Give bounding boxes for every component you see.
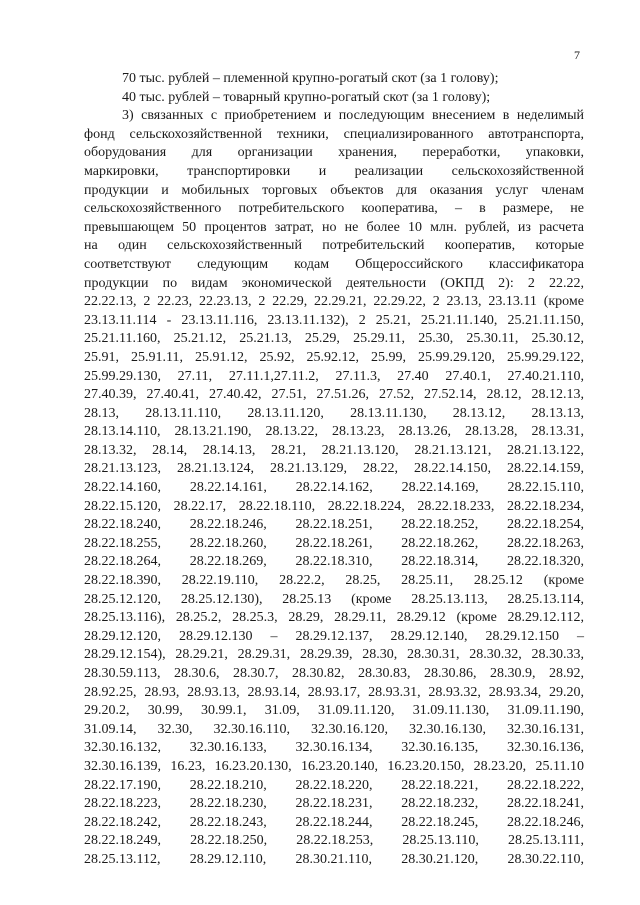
text-line: 28.22.18.240, 28.22.18.246, 28.22.18.251, 28.22.18.252, 28.22.18.254, — [84, 517, 584, 533]
text-line: 28.21.13.123, 28.21.13.124, 28.21.13.129, 28.22, 28.22.14.150, 28.22.14.159, — [84, 461, 584, 477]
text-line: 28.92.25, 28.93, 28.93.13, 28.93.14, 28.93.17, 28.93.31, 28.93.32, 28.93.34, 29.20, — [84, 684, 584, 700]
text-line: 32.30.16.139, 16.23, 16.23.20.130, 16.23.20.140, 16.23.20.150, 28.23.20, 25.11.10 — [84, 758, 584, 774]
text-line: 28.25.12.120, 28.25.12.130), 28.25.13 (кроме 28.25.13.113, 28.25.13.114, — [84, 591, 584, 607]
text-line: 28.22.18.390, 28.22.19.110, 28.22.2, 28.25, 28.25.11, 28.25.12 (кроме — [84, 573, 584, 589]
text-line: 32.30.16.132, 32.30.16.133, 32.30.16.134, 32.30.16.135, 32.30.16.136, — [84, 740, 584, 756]
text-line: 28.13, 28.13.11.110, 28.13.11.120, 28.13.11.130, 28.13.12, 28.13.13, — [84, 405, 584, 421]
text-line: 22.22.13, 2 22.23, 22.23.13, 2 22.29, 22.29.21, 22.29.22, 2 23.13, 23.13.11 (кроме — [84, 294, 584, 310]
text-line: 3) связанных с приобретением и последующим внесением в неделимый — [122, 108, 584, 124]
text-line: 28.13.14.110, 28.13.21.190, 28.13.22, 28.13.23, 28.13.26, 28.13.28, 28.13.31, — [84, 424, 584, 440]
body-text — [84, 70, 584, 870]
page-number: 7 — [574, 48, 580, 62]
text-line: 28.29.12.154), 28.29.21, 28.29.31, 28.29.39, 28.30, 28.30.31, 28.30.32, 28.30.33, — [84, 647, 584, 663]
text-line: 25.99.29.130, 27.11, 27.11.1,27.11.2, 27.11.3, 27.40 27.40.1, 27.40.21.110, — [84, 368, 584, 384]
text-line: 28.29.12.120, 28.29.12.130 – 28.29.12.137, 28.29.12.140, 28.29.12.150 – — [84, 628, 584, 644]
text-line: оборудования для организации хранения, переработки, упаковки, — [84, 145, 584, 161]
text-line: 28.22.18.255, 28.22.18.260, 28.22.18.261, 28.22.18.262, 28.22.18.263, — [84, 535, 584, 551]
text-line: продукции по видам экономической деятельности (ОКПД 2): 2 22.22, — [84, 275, 584, 291]
text-line: 28.25.13.112, 28.29.12.110, 28.30.21.110, 28.30.21.120, 28.30.22.110, — [84, 851, 584, 867]
text-line: 28.22.17.190, 28.22.18.210, 28.22.18.220, 28.22.18.221, 28.22.18.222, — [84, 777, 584, 793]
text-line: 70 тыс. рублей – племенной крупно-рогатый скот (за 1 голову); — [122, 71, 499, 86]
text-line: превышающем 50 процентов затрат, но не более 10 млн. рублей, из расчета — [84, 219, 584, 235]
text-line: 29.20.2, 30.99, 30.99.1, 31.09, 31.09.11.120, 31.09.11.130, 31.09.11.190, — [84, 703, 584, 719]
text-line: продукции и мобильных торговых объектов для оказания услуг членам — [84, 182, 584, 198]
text-line: 28.22.15.120, 28.22.17, 28.22.18.110, 28.22.18.224, 28.22.18.233, 28.22.18.234, — [84, 498, 584, 514]
text-line: 28.30.59.113, 28.30.6, 28.30.7, 28.30.82, 28.30.83, 28.30.86, 28.30.9, 28.92, — [84, 666, 584, 681]
text-line: 28.25.13.116), 28.25.2, 28.25.3, 28.29, 28.29.11, 28.29.12 (кроме 28.29.12.112, — [84, 610, 584, 626]
text-line: сельскохозяйственного потребительского кооператива, – в размере, не — [84, 201, 584, 217]
text-line: 27.40.39, 27.40.41, 27.40.42, 27.51, 27.51.26, 27.52, 27.52.14, 28.12, 28.12.13, — [84, 387, 584, 403]
text-line: 28.22.18.223, 28.22.18.230, 28.22.18.231, 28.22.18.232, 28.22.18.241, — [84, 796, 584, 812]
text-line: 28.22.18.242, 28.22.18.243, 28.22.18.244, 28.22.18.245, 28.22.18.246, — [84, 814, 584, 830]
text-line: 40 тыс. рублей – товарный крупно-рогатый скот (за 1 голову); — [122, 89, 491, 105]
text-line: 28.22.18.264, 28.22.18.269, 28.22.18.310, 28.22.18.314, 28.22.18.320, — [84, 554, 584, 570]
text-line: маркировки, транспортировки и реализации сельскохозяйственной — [84, 163, 584, 179]
text-line: на один сельскохозяйственный потребительский кооператив, которые — [84, 238, 584, 254]
text-line: 28.22.18.249, 28.22.18.250, 28.22.18.253, 28.25.13.110, 28.25.13.111, — [84, 833, 584, 849]
text-line: 23.13.11.114 - 23.13.11.116, 23.13.11.132), 2 25.21, 25.21.11.140, 25.21.11.150, — [84, 312, 584, 328]
text-line: 25.91, 25.91.11, 25.91.12, 25.92, 25.92.12, 25.99, 25.99.29.120, 25.99.29.122, — [84, 349, 584, 365]
text-line: 28.13.32, 28.14, 28.14.13, 28.21, 28.21.13.120, 28.21.13.121, 28.21.13.122, — [84, 442, 584, 458]
text-line: соответствуют следующим кодам Общероссийского классификатора — [84, 256, 584, 272]
text-line: фонд сельскохозяйственной техники, специализированного автотранспорта, — [84, 126, 584, 142]
text-line: 31.09.14, 32.30, 32.30.16.110, 32.30.16.120, 32.30.16.130, 32.30.16.131, — [84, 721, 584, 737]
text-line: 28.22.14.160, 28.22.14.161, 28.22.14.162, 28.22.14.169, 28.22.15.110, — [84, 480, 584, 496]
text-line: 25.21.11.160, 25.21.12, 25.21.13, 25.29, 25.29.11, 25.30, 25.30.11, 25.30.12, — [84, 331, 584, 347]
